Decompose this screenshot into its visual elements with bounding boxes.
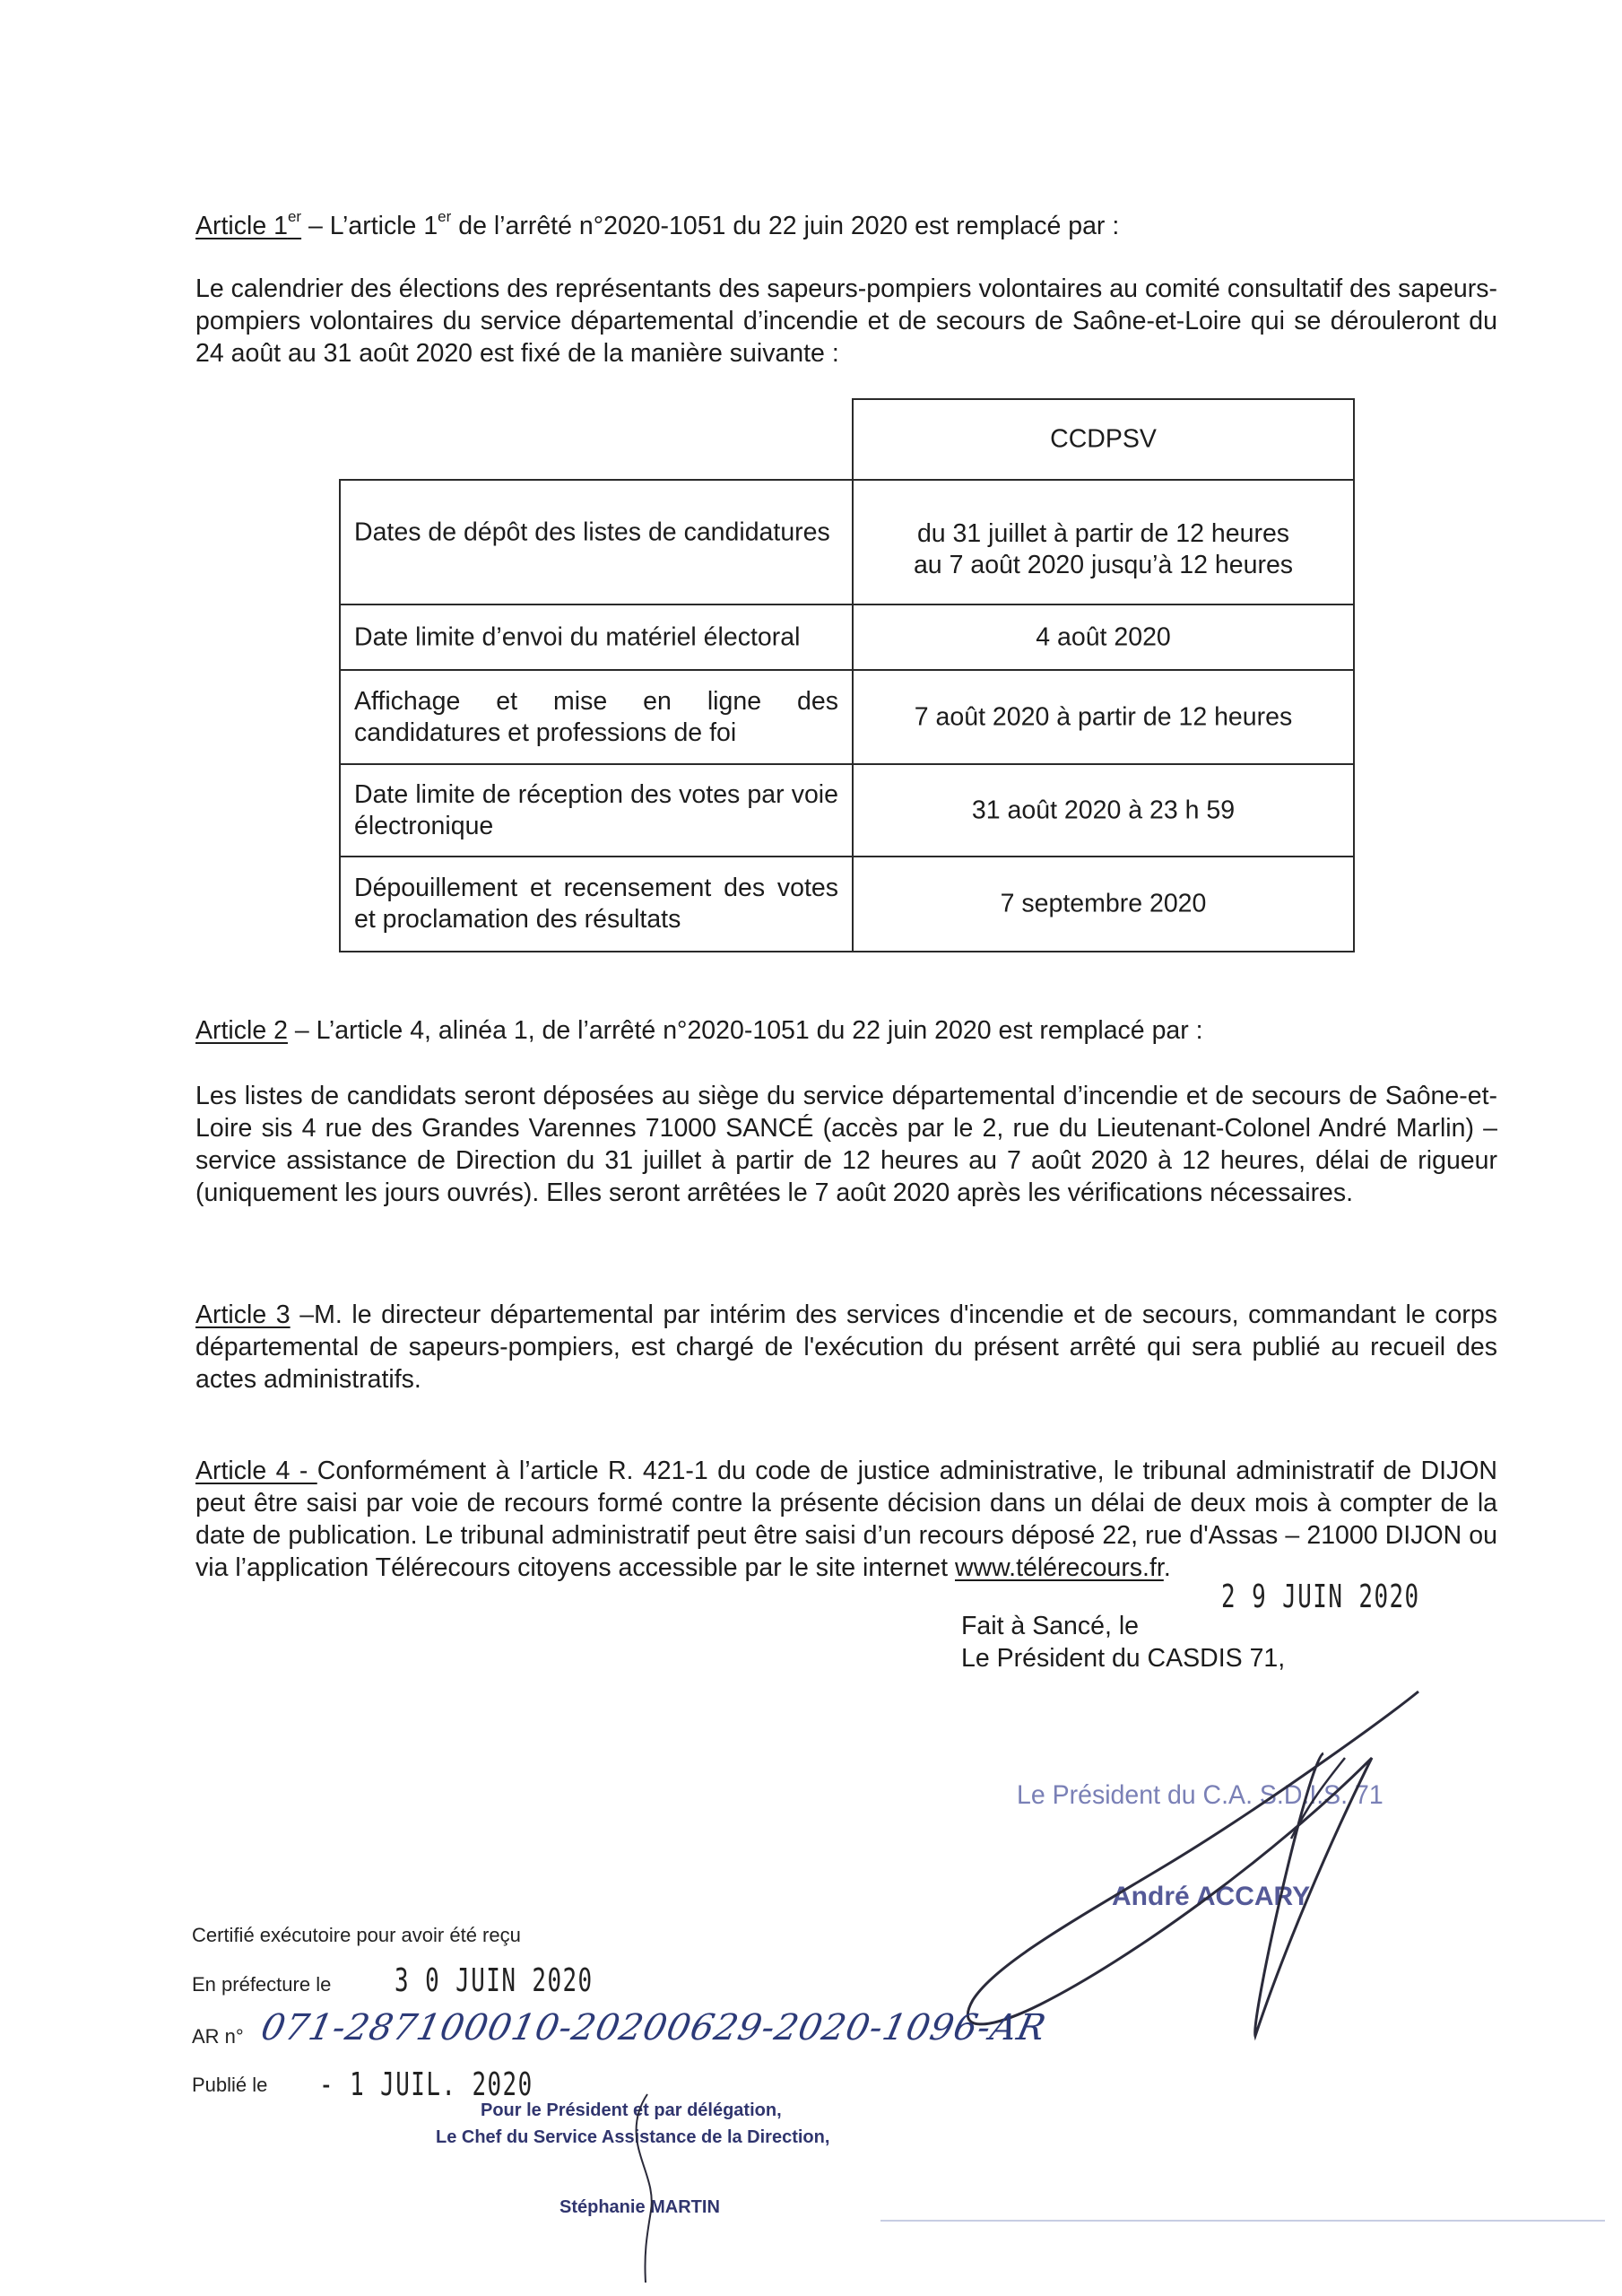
article-3-label: Article 3 [195, 1300, 291, 1329]
delegation-line-2: Le Chef du Service Assistance de la Direction, [436, 2127, 830, 2147]
president-stamp-name: André ACCARY [1112, 1882, 1311, 1911]
article-3-paragraph: Article 3 –M. le directeur départemental par intérim des services d'incendie et de secours, commandant le corps départemental de sapeurs-pompiers, est chargé de l'exécution du présent arrêté qui sera publié au recueil des actes administratifs. [195, 1300, 1498, 1394]
table-row-value: du 31 juillet à partir de 12 heures au 7 août 2020 jusqu’à 12 heures [852, 479, 1355, 605]
certification-line: Certifié exécutoire pour avoir été reçu [192, 1924, 521, 1946]
article-2-heading: Article 2 – L’article 4, alinéa 1, de l’arrêté n°2020-1051 du 22 juin 2020 est remplacé par : [195, 1016, 1203, 1045]
signature-title: Le Président du CASDIS 71, [961, 1644, 1286, 1673]
article-2-paragraph: Les listes de candidats seront déposées au siège du service départemental d’incendie et de secours de Saône-et-Loire sis 4 rue des Grandes Varennes 71000 SANCÉ (accès par le 2, rue du Lieutenant-Colonel André Marlin) – service assistance de Direction du 31 juillet à partir de 12 heures au 7 août 2020 à 12 heures, délai de rigueur (uniquement les jours ouvrés). Elles seront arrêtées le 7 août 2020 après les vérifications nécessaires. [195, 1082, 1497, 1207]
table-header-cell: CCDPSV [852, 398, 1355, 481]
delegation-name: Stéphanie MARTIN [559, 2197, 720, 2217]
president-stamp-title: Le Président du C.A. S.D.I.S. 71 [1017, 1780, 1383, 1810]
table-row-label: Affichage et mise en ligne des candidatures et professions de foi [339, 669, 854, 765]
table-row-value: 4 août 2020 [852, 604, 1355, 671]
table-row-value: 7 août 2020 à partir de 12 heures [852, 669, 1355, 765]
published-label: Publié le [192, 2074, 268, 2096]
article-1-label: Article 1er [195, 207, 302, 240]
table-row-label: Dépouillement et recensement des votes et proclamation des résultats [339, 856, 854, 952]
prefecture-date: 3 0 JUIN 2020 [395, 1962, 594, 1999]
ar-number: 071-287100010-20200629-2020-1096-AR [257, 2007, 1051, 2048]
signature-place: Fait à Sancé, le [961, 1612, 1140, 1640]
table-row-label: Dates de dépôt des listes de candidatures [339, 479, 854, 605]
table-row-label: Date limite de réception des votes par voie électronique [339, 763, 854, 857]
article-4-label: Article 4 - [195, 1457, 317, 1485]
table-row-value: 7 septembre 2020 [852, 856, 1355, 952]
delegation-line-1: Pour le Président et par délégation, [481, 2100, 782, 2120]
published-date: - 1 JUIL. 2020 [319, 2066, 533, 2103]
signature-date-stamp: 2 9 JUIN 2020 [1221, 1578, 1420, 1615]
article-4-paragraph: Article 4 - Conformément à l’article R. 421-1 du code de justice administrative, le tribunal administratif de DIJON peut être saisi par voie de recours formé contre la présente décision dans un délai de deux mois à compter de la date de publication. Le tribunal administratif peut être saisi d’un recours déposé 22, rue d'Assas – 21000 DIJON ou via l’application Télérecours citoyens accessible par le site internet www.télérecours.fr. [195, 1457, 1497, 1582]
prefecture-label: En préfecture le [192, 1973, 332, 1996]
article-1-heading: Article 1er – L’article 1er de l’arrêté n°2020-1051 du 22 juin 2020 est remplacé par : [195, 207, 1120, 240]
table-row-label: Date limite d’envoi du matériel électoral [339, 604, 854, 671]
telerecours-link[interactable]: www.télérecours.fr [954, 1553, 1164, 1582]
table-row-value: 31 août 2020 à 23 h 59 [852, 763, 1355, 857]
article-2-label: Article 2 [195, 1016, 288, 1045]
article-1-paragraph: Le calendrier des élections des représentants des sapeurs-pompiers volontaires au comité consultatif des sapeurs-pompiers volontaires du service départemental d’incendie et de secours de Saône-et-Loire qui se dérouleront du 24 août au 31 août 2020 est fixé de la manière suivante : [195, 274, 1497, 368]
ar-label: AR n° [192, 2025, 244, 2048]
